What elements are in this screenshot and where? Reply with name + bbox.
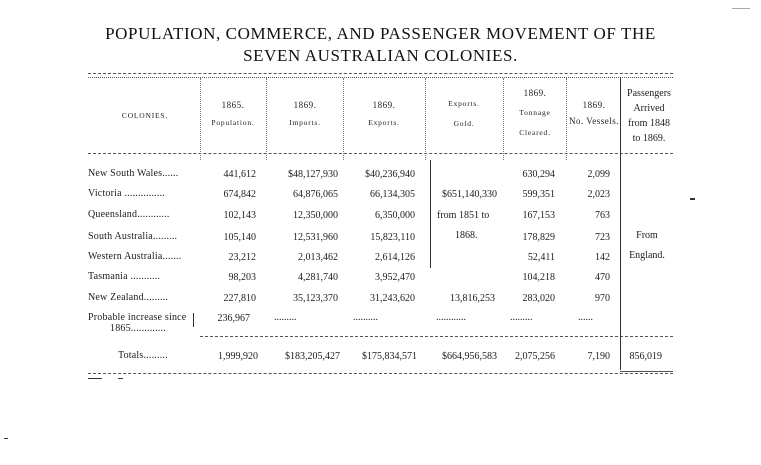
cell-population: 227,810 — [223, 293, 256, 304]
table-top-rule — [88, 73, 673, 74]
cell-total-imports: $183,205,427 — [285, 351, 340, 362]
header-population-year: 1865. — [221, 100, 245, 110]
cell-gold-value: $651,140,330 — [442, 189, 497, 200]
header-population — [201, 98, 265, 130]
header-passengers-line2: Arrived — [633, 103, 665, 114]
cell-total-exports: $175,834,571 — [362, 351, 417, 362]
table-bottom-rule-2 — [620, 371, 673, 372]
cell-tonnage: 599,351 — [522, 189, 555, 200]
cell-exports: 2,614,126 — [375, 252, 415, 263]
gold-note-line1: from 1851 to — [437, 210, 490, 221]
row-label-probable-year: 1865............. — [110, 323, 166, 334]
row-label-south-australia: South Australia......... — [88, 231, 178, 242]
cell-population: 674,842 — [223, 189, 256, 200]
header-tonnage-year: 1869. — [523, 88, 547, 98]
row-label-queensland: Queensland............ — [88, 209, 170, 220]
passengers-note-from: From — [636, 230, 658, 241]
header-colonies-text: COLONIES. — [121, 111, 169, 120]
header-tonnage-line2: Cleared. — [519, 128, 551, 137]
cell-imports: $48,127,930 — [288, 169, 338, 180]
cell-total-gold: $664,956,583 — [442, 351, 497, 362]
header-tonnage-line1: Tonnage — [519, 108, 551, 117]
cell-vessels: 470 — [595, 272, 610, 283]
cell-exports: 15,823,110 — [370, 232, 415, 243]
scan-speck — [4, 438, 8, 439]
header-imports-label: Imports. — [289, 118, 321, 127]
cell-tonnage: 104,218 — [522, 272, 555, 283]
cell-probable-dots-gold: ............ — [436, 312, 466, 323]
header-passengers-line4: to 1869. — [632, 133, 666, 144]
cell-tonnage: 630,294 — [522, 169, 555, 180]
header-passengers — [621, 86, 677, 146]
header-imports — [267, 98, 343, 130]
cell-probable-dots-tonnage: ......... — [510, 312, 533, 323]
header-gold-line1: Exports. — [448, 99, 480, 108]
cell-tonnage: 283,020 — [522, 293, 555, 304]
header-bottom-rule — [88, 153, 673, 154]
cell-total-population: 1,999,920 — [218, 351, 258, 362]
cell-population: 105,140 — [223, 232, 256, 243]
cell-tonnage: 167,153 — [522, 210, 555, 221]
cell-tonnage: 52,411 — [527, 252, 555, 263]
cell-total-vessels: 7,190 — [587, 351, 610, 362]
row-label-new-south-wales: New South Wales...... — [88, 168, 179, 179]
header-population-label: Population. — [211, 118, 255, 127]
cell-probable-dots-exports: .......... — [353, 312, 378, 323]
cell-exports: 31,243,620 — [370, 293, 415, 304]
row-label-totals: Totals......... — [118, 350, 168, 361]
cell-exports: 6,350,000 — [375, 210, 415, 221]
header-vessels — [567, 98, 621, 128]
header-exports-gold — [426, 97, 502, 131]
table-bottom-rule — [88, 373, 673, 374]
brace-mark — [193, 313, 194, 327]
scan-speck — [88, 378, 102, 379]
row-label-western-australia: Western Australia....... — [88, 251, 182, 262]
cell-imports: 35,123,370 — [293, 293, 338, 304]
header-colonies — [95, 108, 195, 123]
cell-population: 441,612 — [223, 169, 256, 180]
header-tonnage — [504, 86, 566, 140]
cell-vessels: 2,099 — [587, 169, 610, 180]
scan-speck — [690, 198, 695, 200]
cell-population: 98,203 — [228, 272, 256, 283]
cell-total-passengers: 856,019 — [629, 351, 662, 362]
gold-note-line2: 1868. — [455, 230, 478, 241]
header-passengers-line3: from 1848 — [628, 118, 670, 129]
header-imports-year: 1869. — [293, 100, 317, 110]
cell-probable-dots-vessels: ...... — [578, 312, 593, 323]
header-vessels-label: No. Vessels. — [568, 116, 620, 126]
page-title: POPULATION, COMMERCE, AND PASSENGER MOVEMENT OF THE — [105, 24, 656, 43]
header-vessels-year: 1869. — [582, 100, 606, 110]
table-top-rule-2 — [88, 77, 673, 78]
scan-speck — [732, 8, 750, 9]
cell-imports: 12,531,960 — [293, 232, 338, 243]
scan-speck — [118, 378, 123, 379]
cell-population: 102,143 — [223, 210, 256, 221]
row-label-probable-increase: Probable increase since — [88, 312, 187, 323]
passengers-note-england: England. — [629, 250, 665, 261]
row-label-tasmania: Tasmania ........... — [88, 271, 161, 282]
header-gold-line2: Gold. — [453, 119, 475, 128]
cell-vessels: 2,023 — [587, 189, 610, 200]
cell-vessels: 970 — [595, 293, 610, 304]
cell-imports: 12,350,000 — [293, 210, 338, 221]
cell-population: 23,212 — [228, 252, 256, 263]
cell-imports: 64,876,065 — [293, 189, 338, 200]
cell-gold-nz: 13,816,253 — [450, 293, 495, 304]
header-exports-year: 1869. — [372, 100, 396, 110]
cell-vessels: 142 — [595, 252, 610, 263]
page-subtitle: SEVEN AUSTRALIAN COLONIES. — [243, 46, 518, 65]
cell-tonnage: 178,829 — [522, 232, 555, 243]
gold-brace-line — [430, 160, 431, 268]
cell-vessels: 723 — [595, 232, 610, 243]
cell-imports: 4,281,740 — [298, 272, 338, 283]
row-label-victoria: Victoria ............... — [88, 188, 165, 199]
header-exports — [344, 98, 424, 130]
cell-vessels: 763 — [595, 210, 610, 221]
cell-total-tonnage: 2,075,256 — [515, 351, 555, 362]
cell-probable-dots-imports: ......... — [274, 312, 297, 323]
totals-top-rule — [200, 336, 673, 337]
header-exports-label: Exports. — [368, 118, 400, 127]
header-passengers-line1: Passengers — [627, 88, 671, 99]
cell-probable-population: 236,967 — [217, 313, 250, 324]
cell-imports: 2,013,462 — [298, 252, 338, 263]
cell-exports: $40,236,940 — [365, 169, 415, 180]
row-label-new-zealand: New Zealand......... — [88, 292, 169, 303]
cell-exports: 66,134,305 — [370, 189, 415, 200]
cell-exports: 3,952,470 — [375, 272, 415, 283]
